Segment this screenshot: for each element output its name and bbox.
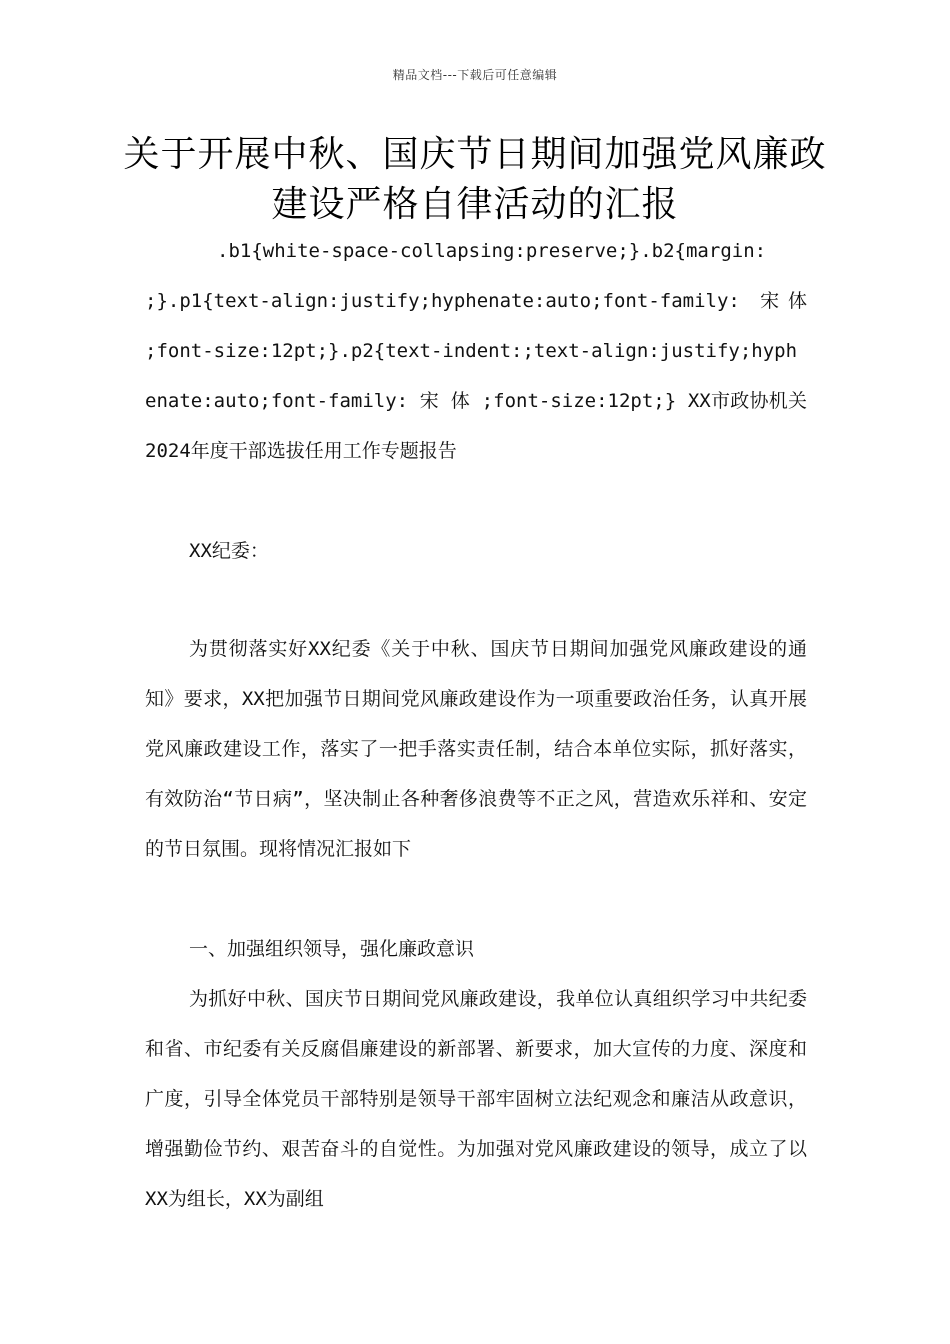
salutation: XX纪委： (189, 540, 269, 562)
paragraph-intro: 为贯彻落实好XX纪委《关于中秋、国庆节日期间加强党风廉政建设的通知》要求，XX把加强节日期间党风廉政建设作为一项重要政治任务，认真开展党风廉政建设工作，落实了一把手落实责任制，结合本单位实际，抓好落实，有效防治“节日病”，坚决制止各种奢侈浪费等不正之风，营造欢乐祥和、安定的节日氛围。现将情况汇报如下 (145, 638, 807, 860)
stray-css-text: .b1{white-space-collapsing:preserve;}.b2{margin: ;}.p1{text-align:justify;hyphenate:auto;font-family: 宋体 ;font-size:12pt;}.p2{text-indent:;text-align:justify;hyphenate:auto;font-family: 宋 体 ;font-size:12pt;} XX市政协机关2024年度干部选拔任用工作专题报告 (145, 240, 807, 462)
document-title: 关于开展中秋、国庆节日期间加强党风廉政建设严格自律活动的汇报 (123, 134, 827, 225)
paragraph-section-1: 为抓好中秋、国庆节日期间党风廉政建设，我单位认真组织学习中共纪委和省、市纪委有关反腐倡廉建设的新部署、新要求，加大宣传的力度、深度和广度，引导全体党员干部特别是领导干部牢固树立法纪观念和廉洁从政意识，增强勤俭节约、艰苦奋斗的自觉性。为加强对党风廉政建设的领导，成立了以XX为组长，XX为副组 (145, 988, 807, 1210)
header-note: 精品文档---下载后可任意编辑 (392, 68, 558, 82)
section-heading-1: 一、加强组织领导，强化廉政意识 (189, 938, 475, 960)
